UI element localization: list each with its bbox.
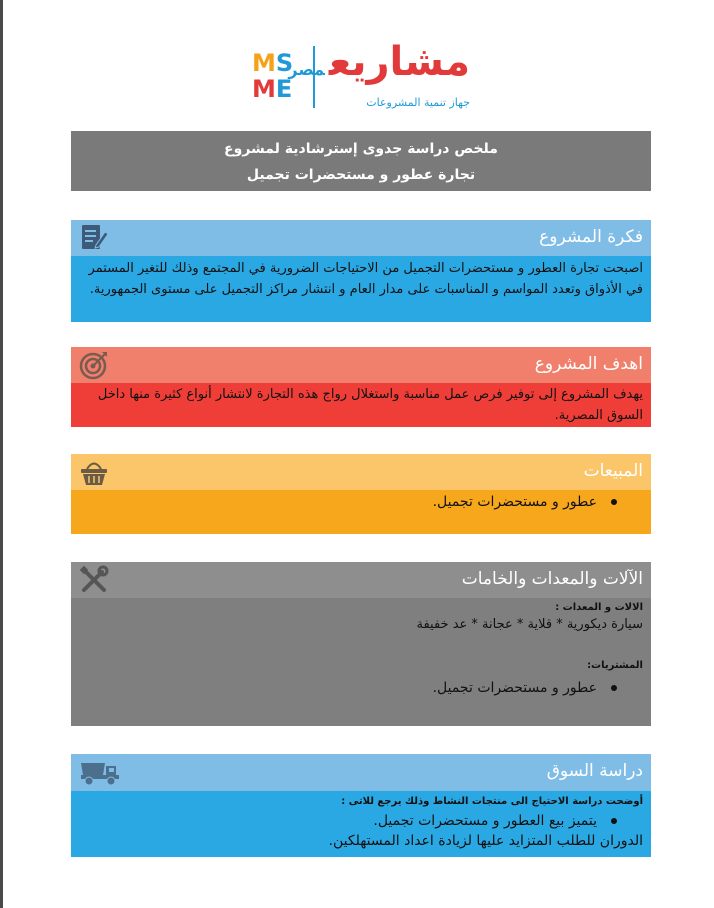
title-line-1: ملخص دراسة جدوى إسترشادية لمشروع — [224, 141, 498, 157]
section-project-goal — [71, 347, 651, 427]
section-title: المبيعات — [583, 461, 643, 481]
section-body — [71, 598, 651, 726]
section-body — [71, 490, 651, 534]
bullet-dot — [611, 685, 617, 691]
section-market-study — [71, 754, 651, 857]
document-title — [71, 131, 651, 191]
msme-logo — [246, 40, 476, 116]
machines-label: الالات و المعدات : — [555, 602, 643, 613]
section-title: دراسة السوق — [546, 761, 643, 781]
market-intro: أوضحت دراسة الاحتياج الى منتجات النشاط وذلك يرجع للاتى : — [341, 796, 643, 807]
logo-arabic-name — [288, 40, 470, 92]
machines-text: سيارة ديكورية * قلاية * عجانة * عد خفيفة — [416, 617, 643, 632]
list-item-text: يتميز بيع العطور و مستحضرات تجميل. — [373, 813, 597, 829]
section-header — [71, 347, 651, 383]
msme-letter-e: E — [275, 75, 293, 103]
bullet-dot — [611, 499, 617, 505]
logo-sub-text: مصر — [288, 60, 325, 79]
tools-icon — [79, 565, 109, 595]
dump-truck-icon — [79, 757, 123, 787]
section-body: اصبحت تجارة العطور و مستحضرات التجميل من الاحتياجات الضرورية في المجتمع وذلك للتغير المستمر في الأذواق وتعدد المواسم و المناسبات على مدار العام و انتشار مراكز التجميل على مستوى الجمهورية. — [71, 256, 651, 322]
market-footer: الدوران للطلب المتزايد عليها لزيادة اعداد المستهلكين. — [328, 833, 643, 849]
section-header — [71, 754, 651, 791]
section-equipment — [71, 562, 651, 726]
bullet-dot — [611, 818, 617, 824]
list-item-text: عطور و مستحضرات تجميل. — [432, 494, 597, 510]
logo-tagline: جهاز تنمية المشروعات — [366, 96, 470, 109]
logo-name-text: مشاريع — [328, 39, 470, 85]
msme-letter-m2: M — [252, 75, 276, 103]
list-item — [79, 680, 617, 696]
section-body: يهدف المشروع إلى توفير فرص عمل مناسبة واستغلال رواج هذه التجارة لانتشار أنواع كثيرة منها داخل السوق المصرية. — [71, 383, 651, 427]
list-item — [79, 494, 617, 510]
purchases-label: المشتريات: — [587, 660, 643, 671]
edit-document-icon — [79, 223, 109, 253]
section-title: اهدف المشروع — [534, 354, 643, 374]
section-sales — [71, 454, 651, 534]
section-title: الآلات والمعدات والخامات — [461, 569, 643, 589]
target-icon — [79, 350, 109, 380]
list-item-text: عطور و مستحضرات تجميل. — [432, 680, 597, 696]
page-left-border — [0, 0, 3, 908]
msme-letter-s: S — [275, 49, 294, 77]
section-body — [71, 791, 651, 857]
msme-letter-m1: M — [252, 49, 276, 77]
section-header — [71, 562, 651, 598]
section-header — [71, 454, 651, 490]
title-line-2: تجارة عطور و مستحضرات تجميل — [246, 167, 476, 183]
section-header — [71, 220, 651, 256]
list-item — [79, 811, 617, 831]
section-title: فكرة المشروع — [539, 227, 643, 247]
basket-icon — [79, 457, 109, 487]
section-project-idea — [71, 220, 651, 322]
